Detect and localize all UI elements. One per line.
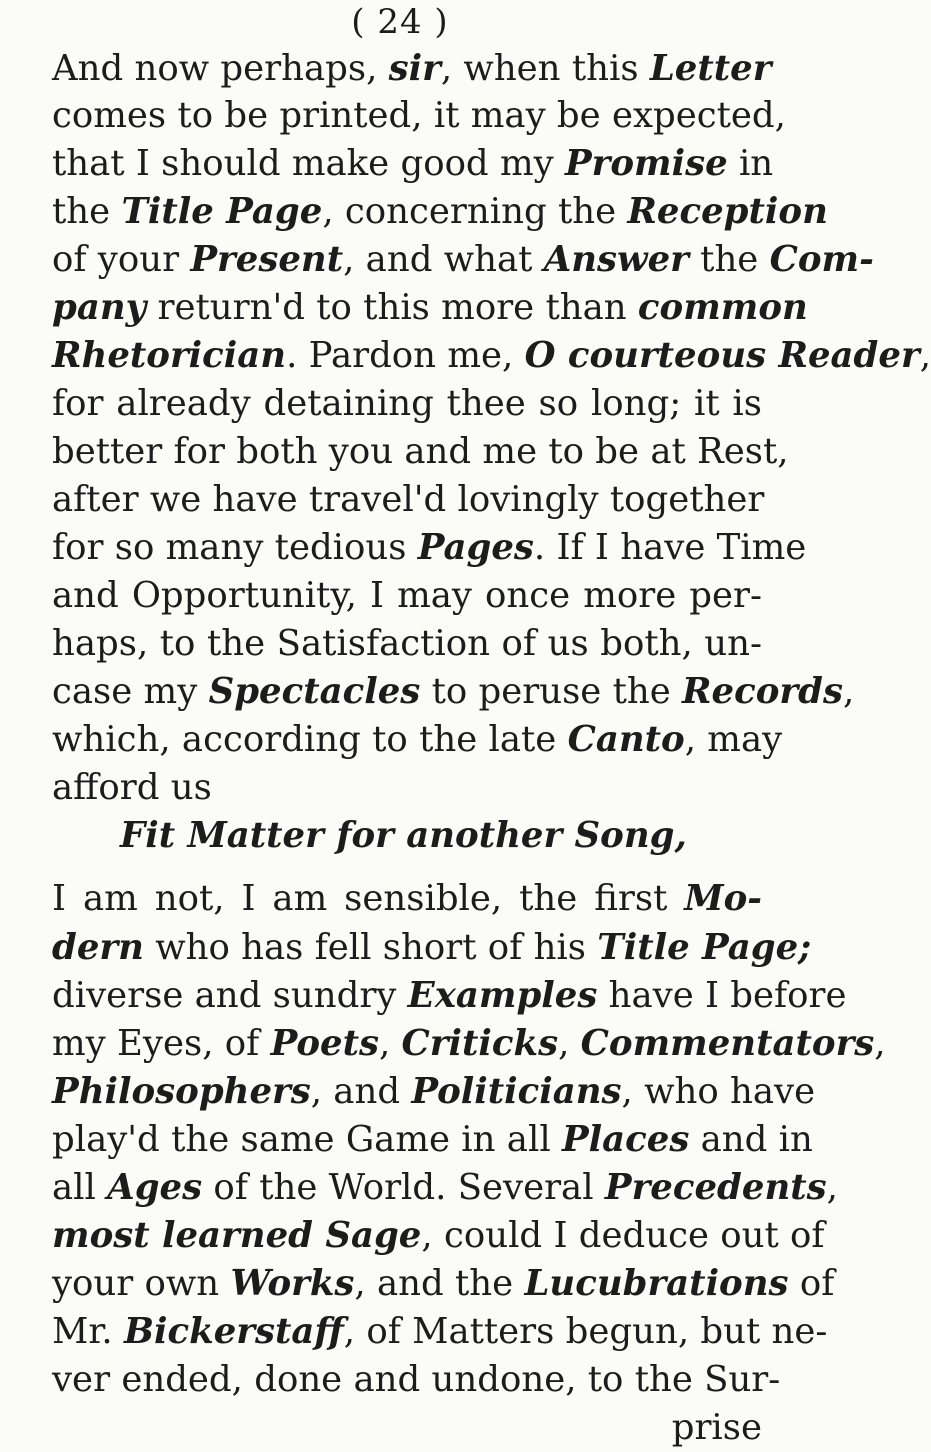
roman-text: ,	[919, 335, 931, 376]
text-line	[52, 1068, 816, 1116]
italic-text: Fit Matter for another Song,	[120, 815, 687, 856]
roman-text: case my	[52, 671, 209, 712]
italic-text: Letter	[649, 48, 772, 89]
italic-text: Works	[230, 1263, 355, 1304]
text-line	[52, 1020, 886, 1068]
roman-text: play'd the same Game in all	[52, 1119, 562, 1160]
roman-text: , who have	[621, 1071, 816, 1112]
text-line	[52, 1212, 825, 1260]
roman-text: ,	[842, 671, 855, 712]
text-line	[52, 1308, 828, 1356]
roman-text: . Pardon me,	[286, 335, 525, 376]
italic-text: Mo-	[684, 878, 762, 919]
italic-text: Canto	[567, 719, 685, 760]
roman-text: , could I deduce out of	[421, 1215, 825, 1256]
italic-text: Lucubrations	[524, 1263, 789, 1304]
italic-text: pany	[52, 287, 147, 328]
roman-text: , when this	[440, 48, 650, 89]
roman-text: ,	[558, 1023, 581, 1064]
italic-text: Title Page	[121, 191, 323, 232]
text-line	[52, 668, 855, 716]
italic-text: Answer	[543, 239, 689, 280]
roman-text: which, according to the late	[52, 719, 568, 760]
roman-text: . If I have Time	[533, 527, 807, 568]
text-line	[52, 1260, 835, 1308]
text-line	[120, 812, 687, 860]
text-line	[52, 332, 931, 380]
text-line	[52, 1404, 762, 1452]
italic-text: sir	[388, 48, 441, 89]
italic-text: Examples	[407, 975, 598, 1016]
roman-text: after we have travel'd lovingly together	[52, 479, 765, 520]
roman-text: ver ended, done and undone, to the Sur-	[52, 1359, 781, 1400]
italic-text: Politicians	[411, 1071, 622, 1112]
roman-text: afford us	[52, 767, 212, 808]
roman-text: diverse and sundry	[52, 975, 408, 1016]
roman-text: who has fell short of his	[143, 927, 598, 968]
text-line	[52, 284, 808, 332]
roman-text: in	[727, 143, 774, 184]
roman-text: for so many tedious	[52, 527, 418, 568]
italic-text: Promise	[564, 143, 728, 184]
text-line	[52, 428, 789, 476]
roman-text: better for both you and me to be at Rest,	[52, 431, 789, 472]
text-line	[52, 188, 828, 236]
italic-text: Reception	[627, 191, 828, 232]
text-line	[52, 924, 812, 972]
roman-text: and Opportunity, I may once more per-	[52, 575, 762, 616]
roman-text: , of Matters begun, but ne-	[343, 1311, 828, 1352]
text-line	[52, 524, 807, 572]
page-number: ( 24 )	[351, 2, 449, 42]
italic-text: Com-	[769, 239, 874, 280]
text-line	[52, 716, 783, 764]
roman-text: my Eyes, of	[52, 1023, 271, 1064]
text-line	[52, 764, 762, 812]
roman-text: your own	[52, 1263, 231, 1304]
roman-text: for already detaining thee so long; it is	[52, 383, 762, 424]
italic-text: Precedents	[604, 1167, 827, 1208]
roman-text: of the World. Several	[202, 1167, 605, 1208]
italic-text: Rhetorician	[52, 335, 287, 376]
roman-text: to peruse the	[420, 671, 683, 712]
text-line	[52, 1116, 813, 1164]
roman-text: ,	[826, 1167, 838, 1208]
roman-text: haps, to the Satisfaction of us both, un-	[52, 623, 762, 664]
italic-text: Places	[561, 1119, 690, 1160]
italic-text: Title Page;	[597, 927, 812, 968]
text-line	[52, 45, 772, 93]
roman-text: have I before	[597, 975, 847, 1016]
roman-text: the	[52, 191, 122, 232]
italic-text: Ages	[107, 1167, 203, 1208]
text-line	[52, 236, 874, 284]
roman-text: comes to be printed, it may be expected,	[52, 95, 786, 136]
roman-text: I am not, I am sensible, the first	[52, 878, 685, 919]
italic-text: Philosophers	[52, 1071, 311, 1112]
italic-text: Bickerstaff	[124, 1311, 344, 1352]
roman-text: of	[788, 1263, 835, 1304]
text-line	[52, 476, 765, 524]
text-line	[52, 875, 762, 923]
text-line	[52, 380, 762, 428]
roman-text: And now perhaps,	[52, 48, 389, 89]
italic-text: Spectacles	[208, 671, 421, 712]
roman-text: Mr.	[52, 1311, 124, 1352]
italic-text: dern	[52, 927, 144, 968]
italic-text: Criticks	[401, 1023, 559, 1064]
italic-text: Records	[682, 671, 843, 712]
text-line	[52, 620, 762, 668]
roman-text: , and	[310, 1071, 412, 1112]
text-line	[52, 92, 786, 140]
italic-text: common	[637, 287, 808, 328]
roman-text: that I should make good my	[52, 143, 565, 184]
roman-text: , and the	[354, 1263, 525, 1304]
roman-text: ,	[378, 1023, 402, 1064]
text-line	[52, 572, 762, 620]
text-line	[52, 140, 774, 188]
text-line	[52, 972, 847, 1020]
italic-text: Poets	[270, 1023, 379, 1064]
italic-text: Present	[190, 239, 344, 280]
text-line	[52, 1164, 838, 1212]
italic-text: Pages	[417, 527, 534, 568]
italic-text: O courteous Reader	[524, 335, 920, 376]
roman-text: the	[688, 239, 770, 280]
text-line	[52, 1356, 781, 1404]
roman-text: of your	[52, 239, 191, 280]
roman-text: return'd to this more than	[146, 287, 638, 328]
roman-text: prise	[671, 1407, 762, 1448]
roman-text: and in	[689, 1119, 813, 1160]
roman-text: all	[52, 1167, 108, 1208]
italic-text: most learned Sage	[52, 1215, 422, 1256]
roman-text: ,	[874, 1023, 886, 1064]
roman-text: , may	[684, 719, 783, 760]
roman-text: , concerning the	[322, 191, 628, 232]
italic-text: Commentators	[580, 1023, 875, 1064]
roman-text: , and what	[343, 239, 544, 280]
